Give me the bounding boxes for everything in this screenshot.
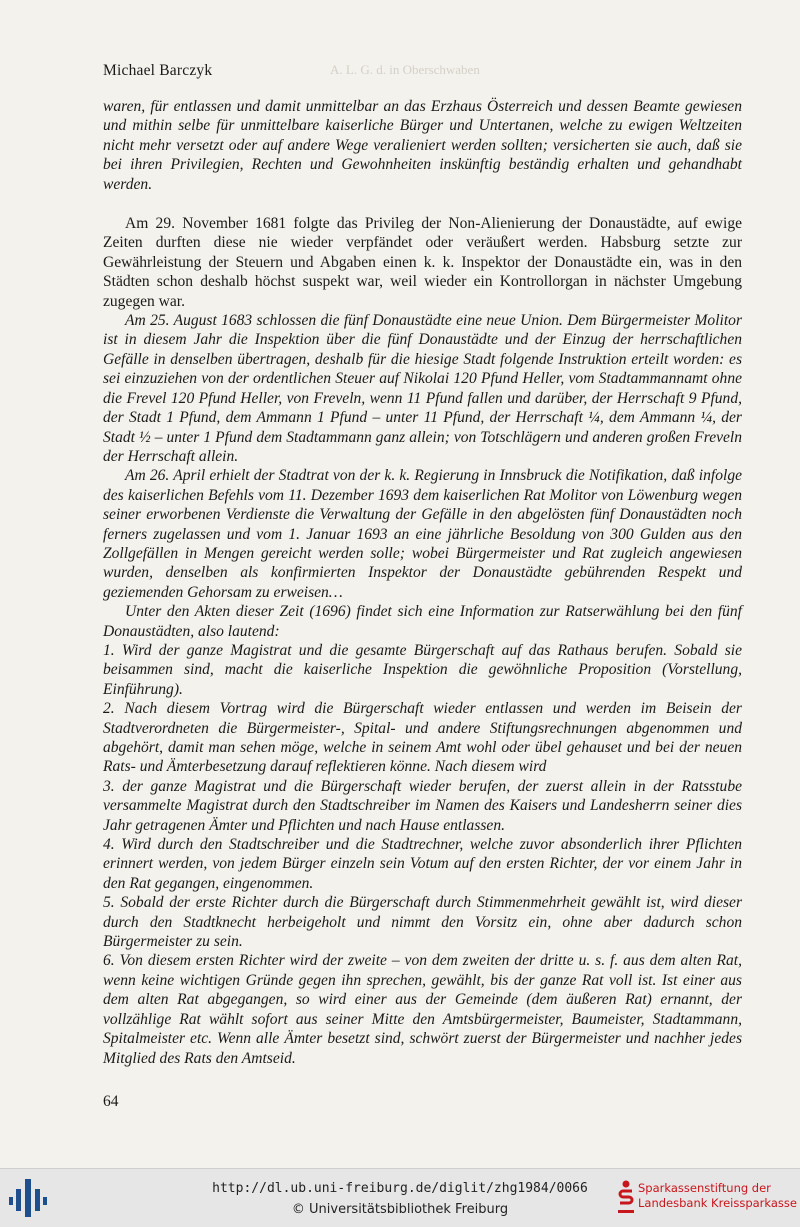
list-item: 1. Wird der ganze Magistrat und die gesamte Bürgerschaft auf das Rathaus berufen. Sobald sie beisammen sind, macht die kaiserliche Inspektion die gewöhnliche Proposition (Vorstellung, Einführung).: [103, 641, 742, 698]
body-text: [103, 97, 742, 1068]
viewer-footer: [0, 1168, 800, 1227]
running-head: Michael Barczyk: [103, 62, 213, 79]
paragraph-non-alienierung: Am 29. November 1681 folgte das Privileg der Non-Alienierung der Donaustädte, auf ewige Zeiten durften diese nie wieder verpfändet oder veräußert werden. Habsburg setzte zur Gewährleistung der Steuern und Abgaben einen k. k. Inspektor der Donaustädte ein, was in den Städten schon deshalb höchst suspekt war, weil wieder ein Kontrollorgan in nächster Umgebung zugegen war.: [103, 215, 742, 310]
paragraph-quote-end: waren, für entlassen und damit unmittelbar an das Erzhaus Österreich und dessen Beamte gewiesen und mithin selbe für unmittelbare kaiserliche Bürger und Untertanen, welche zu ewigen Weltzeiten nicht mehr versetzt oder auf andere Wege veralieniert werden sollten; versicherten sie auch, daß sie bei ihren Privilegien, Rechten und Gewohnheiten inskünftig beständig erhalten und gehandhabt werden.: [103, 98, 742, 193]
paragraph-akten-1696: Unter den Akten dieser Zeit (1696) findet sich eine Information zur Ratserwählung bei den fünf Donaustädten, also lautend:: [103, 603, 742, 640]
list-item: 4. Wird durch den Stadtschreiber und die Stadtrechner, welche zuvor absonderlich ihrer Pflichten erinnert werden, von jedem Bürger einzeln sein Votum auf den ersten Richter, der vor einem Jahr in den Rat gegangen, eingenommen.: [103, 836, 742, 892]
list-item: 2. Nach diesem Vortrag wird die Bürgerschaft wieder entlassen und werden im Beisein der Stadtverordneten die Bürgermeister-, Spital- und andere Stiftungsrechnungen abgenommen und abgehört, damit man sehen möge, welche in seinem Amt wohl oder übel gehauset und bei der neuen Rats- und Ämterbesetzung darauf reflektieren könne. Nach diesem wird: [103, 700, 742, 776]
list-item: 3. der ganze Magistrat und die Bürgerschaft wieder berufen, der zuerst allein in der Ratsstube versammelte Magistrat durch den Stadtschreiber im Namen des Kaisers und Landesherrn seiner dies Jahr getragenen Ämter und Pflichten und nach Hause entlassen.: [103, 777, 742, 834]
paragraph-notifikation: Am 26. April erhielt der Stadtrat von der k. k. Regierung in Innsbruck die Notifikation, daß infolge des kaiserlichen Befehls vom 11. Dezember 1693 dem kaiserlichen Rat Molitor von Löwenburg wegen seiner erworbenen Verdienste die Verwaltung der Gefälle in den abgelösten fünf Donaustädten noch ferners zugelassen und vom 1. Januar 1693 an eine jährliche Besoldung von 300 Gulden aus den Zollgefällen in Mengen gereicht werden solle; wobei Bürgermeister und Rat zugleich angewiesen wurden, denselben als konfirmierten Inspektor der Donaustädte gebührenden Respekt und geziemenden Gehorsam zu erweisen…: [103, 467, 742, 601]
list-item: 6. Von diesem ersten Richter wird der zweite – von dem zweiten der dritte u. s. f. aus dem alten Rat, wenn keine wichtigen Gründe gegen ihn sprechen, gewählt, bis der ganze Rat voll ist. Ist einer aus dem alten Rat abgegangen, so wird einer aus der Gemeinde (dem äußeren Rat) ernannt, der vollzählige Rat wählt sofort aus seiner Mitte den Amtsbürgermeister, Baumeister, Stadtammann, Spitalmeister etc. Wenn alle Ämter besetzt sind, schwört zuerst der Bürgermeister und nachher jedes Mitglied des Rats den Amtseid.: [103, 952, 742, 1067]
sponsor-line-2: Landesbank Kreissparkasse: [638, 1196, 797, 1210]
copyright-text: © Universitätsbibliothek Freiburg: [291, 1202, 509, 1217]
page-number: 64: [103, 1093, 119, 1110]
bleed-through-text: A. L. G. d. in Oberschwaben: [330, 62, 480, 77]
list-item: 5. Sobald der erste Richter durch die Bürgerschaft durch Stimmenmehrheit gewählt ist, wird dieser durch den Stadtknecht herbeigeholt und nimmt den Vorsitz ein, ohne aber dadurch schon Bürgermeister zu sein.: [103, 894, 742, 951]
sponsor-text: [638, 1181, 798, 1211]
sparkasse-logo-icon: [618, 1179, 634, 1215]
permalink-link[interactable]: http://dl.ub.uni-freiburg.de/diglit/zhg1984/0066: [212, 1181, 588, 1196]
sponsor-line-1: Sparkassenstiftung der: [638, 1181, 771, 1195]
paragraph-union-1683: Am 25. August 1683 schlossen die fünf Donaustädte eine neue Union. Dem Bürgermeister Molitor ist in diesem Jahr die Inspektion über die fünf Donaustädte und der Einzug der herrschaftlichen Gefälle in denselben übertragen, deshalb für die hiesige Stadt folgende Instruktion erteilt worden: es sei einzuziehen von der ordentlichen Steuer auf Nikolai 120 Pfund Heller, vom Stadtammannamt ohne die Frevel 120 Pfund Heller, von Freveln, wenn 11 Pfund fallen und darüber, der Herrschaft 9 Pfund, der Stadt 1 Pfund, dem Ammann 1 Pfund – unter 11 Pfund, der Herrschaft ¼, dem Ammann ¼, der Stadt ½ – unter 1 Pfund dem Stadtammann ganz allein; von Totschlägern und anderen großen Freveln der Herrschaft allein.: [103, 312, 742, 465]
